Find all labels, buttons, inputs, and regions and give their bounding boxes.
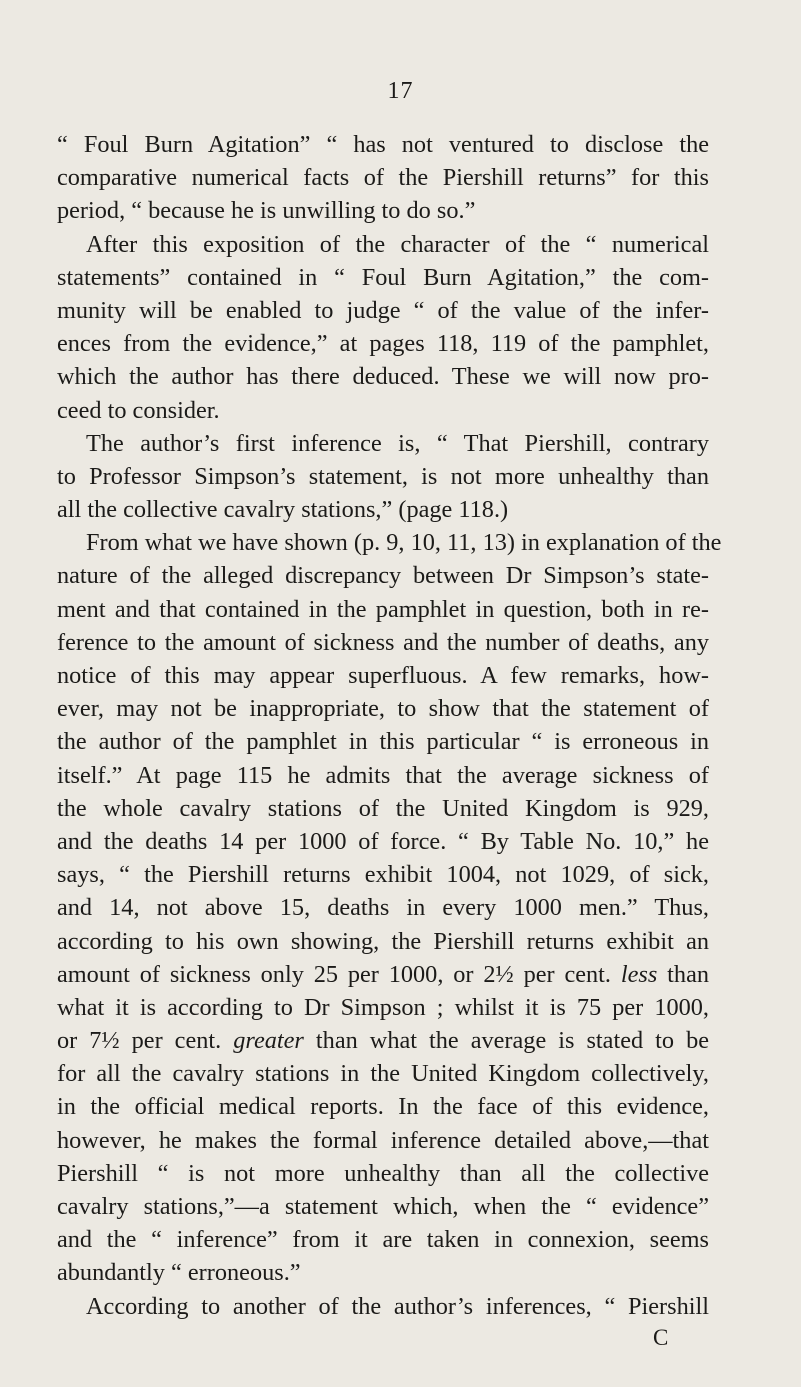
text-line bbox=[57, 958, 709, 991]
text-line: for all the cavalry stations in the United Kingdom collectively, bbox=[57, 1060, 709, 1088]
text-line: ever, may not be inappropriate, to show that the statement of bbox=[57, 695, 709, 723]
text-line: ceed to consider. bbox=[57, 396, 220, 424]
text-run: or 7½ per cent. bbox=[57, 1027, 222, 1055]
text-line: says, “ the Piershill returns exhibit 1004, not 1029, of sick, bbox=[57, 861, 709, 889]
text-line: in the official medical reports. In the face of this evidence, bbox=[57, 1093, 709, 1121]
text-line: Piershill “ is not more unhealthy than all the collective bbox=[57, 1159, 709, 1187]
text-line: abundantly “ erroneous.” bbox=[57, 1259, 301, 1287]
text-line: statements” contained in “ Foul Burn Agitation,” the com- bbox=[57, 263, 709, 291]
text-line: to Professor Simpson’s statement, is not more unhealthy than bbox=[57, 462, 709, 490]
signature-mark: C bbox=[653, 1325, 669, 1350]
text-line: itself.” At page 115 he admits that the average sickness of bbox=[57, 761, 709, 789]
emphasis-word: less bbox=[620, 960, 658, 988]
text-line: according to his own showing, the Piershill returns exhibit an bbox=[57, 927, 709, 955]
text-line: and 14, not above 15, deaths in every 1000 men.” Thus, bbox=[57, 894, 709, 922]
text-line: the whole cavalry stations of the United Kingdom is 929, bbox=[57, 794, 709, 822]
text-line: however, he makes the formal inference detailed above,—that bbox=[57, 1126, 709, 1154]
text-line: and the deaths 14 per 1000 of force. “ By Table No. 10,” he bbox=[57, 827, 709, 855]
emphasis-word: greater bbox=[233, 1027, 304, 1055]
text-line: The author’s first inference is, “ That Piershill, contrary bbox=[86, 429, 709, 457]
text-line: According to another of the author’s inferences, “ Piershill bbox=[86, 1292, 709, 1320]
text-line: what it is according to Dr Simpson ; whilst it is 75 per 1000, bbox=[57, 993, 709, 1021]
text-line: period, “ because he is unwilling to do so.” bbox=[57, 197, 476, 225]
page-number: 17 bbox=[387, 78, 414, 104]
text-run: amount of sickness only 25 per 1000, or 2½ per cent. bbox=[57, 960, 611, 988]
text-line: the author of the pamphlet in this particular “ is erroneous in bbox=[57, 728, 709, 756]
body-text bbox=[57, 128, 722, 1323]
text-line: which the author has there deduced. These we will now pro- bbox=[57, 363, 709, 391]
text-line: From what we have shown (p. 9, 10, 11, 13) in explanation of the bbox=[86, 529, 722, 557]
text-line: munity will be enabled to judge “ of the value of the infer- bbox=[57, 296, 709, 324]
text-line: “ Foul Burn Agitation” “ has not ventured to disclose the bbox=[57, 131, 709, 158]
text-line: all the collective cavalry stations,” (page 118.) bbox=[57, 496, 509, 524]
text-line: ences from the evidence,” at pages 118, 119 of the pamphlet, bbox=[57, 330, 709, 358]
text-run: than bbox=[667, 960, 710, 988]
text-line: ference to the amount of sickness and the number of deaths, any bbox=[57, 628, 709, 656]
text-line: cavalry stations,”—a statement which, when the “ evidence” bbox=[57, 1193, 709, 1220]
text-run: than what the average is stated to be bbox=[315, 1027, 710, 1055]
text-line: ment and that contained in the pamphlet in question, both in re- bbox=[57, 595, 709, 623]
text-line: notice of this may appear superfluous. A few remarks, how- bbox=[57, 662, 709, 689]
text-line: and the “ inference” from it are taken in connexion, seems bbox=[57, 1226, 709, 1254]
text-line: nature of the alleged discrepancy between Dr Simpson’s state- bbox=[57, 562, 709, 590]
text-line: comparative numerical facts of the Piershill returns” for this bbox=[57, 164, 709, 192]
text-line: After this exposition of the character of the “ numerical bbox=[86, 230, 709, 258]
text-line bbox=[57, 1024, 709, 1057]
